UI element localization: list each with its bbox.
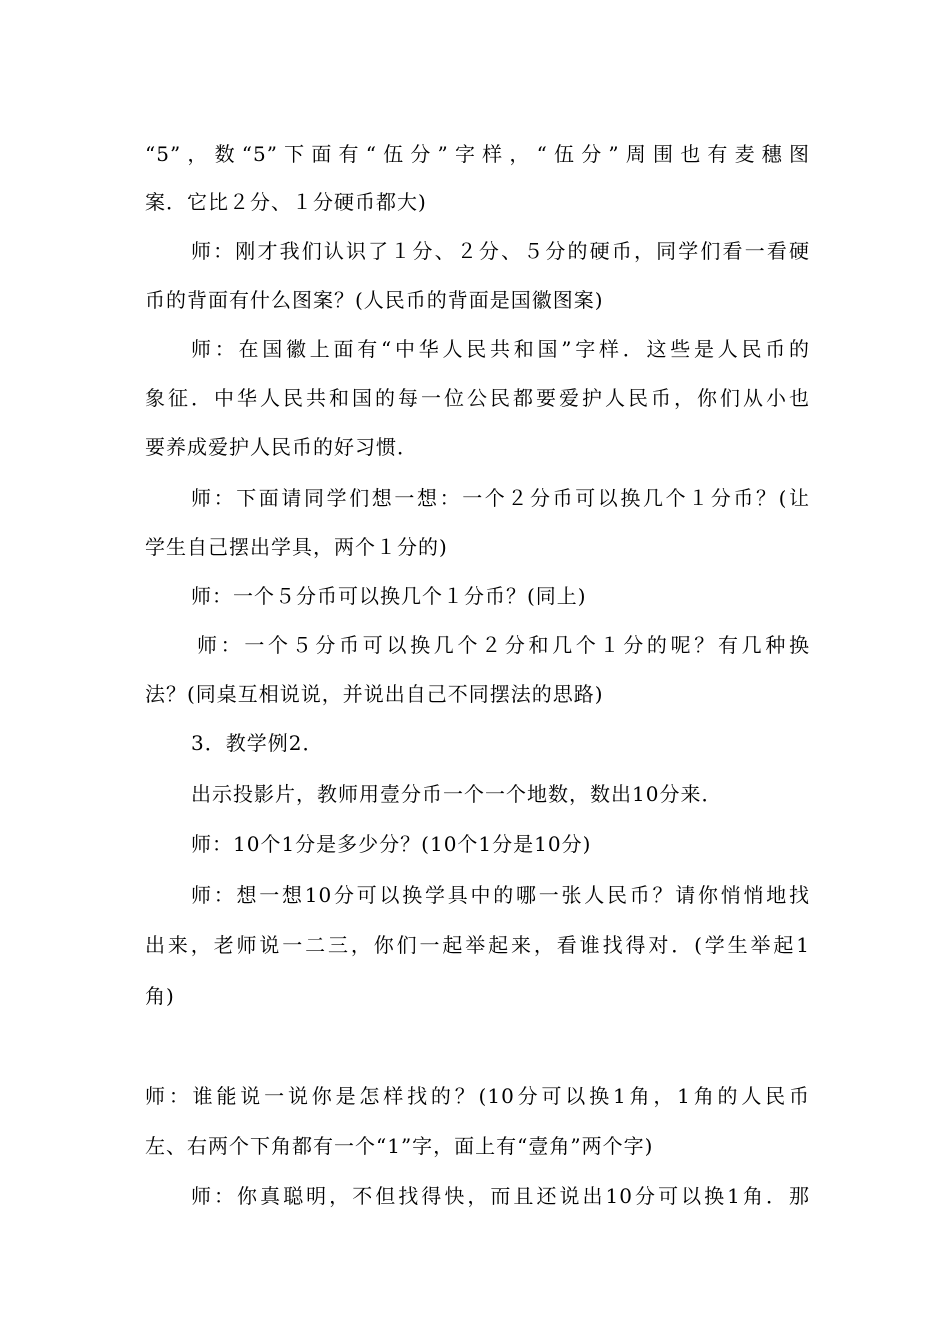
text-line: 左、右两个下角都有一个“1”字，面上有“壹角”两个字)	[145, 1134, 654, 1158]
text-line: 要养成爱护人民币的好习惯．	[145, 435, 418, 459]
text-line: 案．它比２分、１分硬币都大)	[145, 190, 427, 214]
text-line: 师：你真聪明，不但找得快，而且还说出10分可以换1角．那	[191, 1184, 810, 1208]
text-line: 师：刚才我们认识了１分、２分、５分的硬币，同学们看一看硬	[191, 239, 810, 263]
text-line: 师：下面请同学们想一想：一个２分币可以换几个１分币？(让	[191, 486, 810, 510]
text-line: 学生自己摆出学具，两个１分的)	[145, 535, 448, 559]
text-line: 3．教学例2．	[191, 731, 324, 755]
text-line: 师：10个1分是多少分？(10个1分是10分)	[191, 832, 592, 856]
text-line: 师：谁能说一说你是怎样找的？(10分可以换1角，1角的人民币	[145, 1084, 810, 1108]
text-line: 法？(同桌互相说说，并说出自己不同摆法的思路)	[145, 682, 604, 706]
text-line: 师：在国徽上面有“中华人民共和国”字样．这些是人民币的	[191, 337, 810, 361]
text-line: 出来，老师说一二三，你们一起举起来，看谁找得对．(学生举起1	[145, 933, 810, 957]
text-line: 师：想一想10分可以换学具中的哪一张人民币？请你悄悄地找	[191, 883, 810, 907]
text-line: 角)	[145, 984, 175, 1008]
text-line: 出示投影片，教师用壹分币一个一个地数，数出10分来．	[191, 782, 723, 806]
text-line: “5”，数“5”下面有“伍分”字样，“伍分”周围也有麦穗图	[145, 142, 810, 166]
text-line: 师：一个５分币可以换几个１分币？(同上)	[191, 584, 587, 608]
text-line: 象征．中华人民共和国的每一位公民都要爱护人民币，你们从小也	[145, 386, 810, 410]
text-line: 师：一个５分币可以换几个２分和几个１分的呢？有几种换	[197, 633, 810, 657]
text-line: 币的背面有什么图案？(人民币的背面是国徽图案)	[145, 288, 604, 312]
